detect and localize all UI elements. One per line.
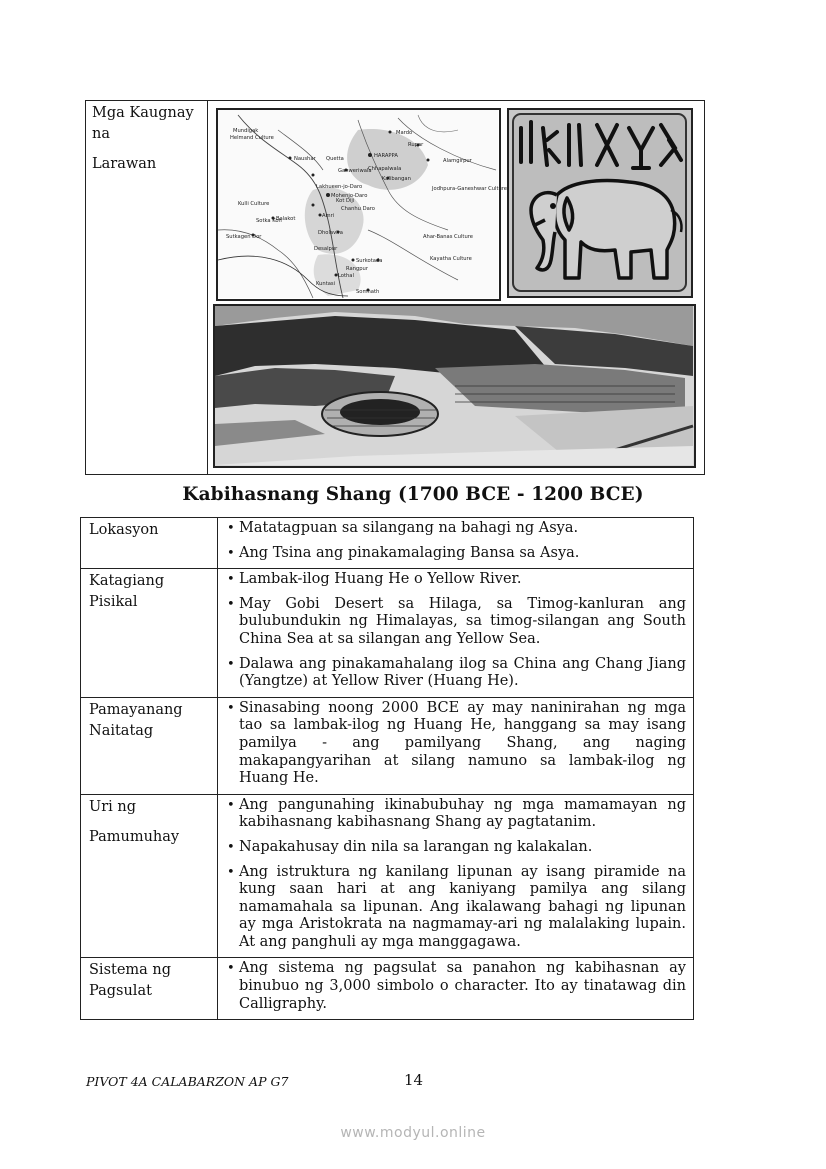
map-label: Mundigak <box>233 128 259 134</box>
row-content <box>218 518 694 569</box>
watermark-text: www.modyul.online <box>340 1125 486 1141</box>
ruins-drawing <box>215 306 693 465</box>
row-label <box>81 794 218 958</box>
page-number: 14 <box>404 1071 424 1089</box>
map-label: Kulli Culture <box>238 201 270 207</box>
map-label: Naushar <box>294 156 316 162</box>
table-row <box>81 958 694 1020</box>
map-label: Sutkagen Dor <box>226 234 262 240</box>
map-label: Balakot <box>276 216 296 222</box>
row-label <box>81 569 218 698</box>
map-label: Somnath <box>356 289 380 295</box>
shang-info-table <box>80 517 694 1020</box>
map-label: Amri <box>322 213 335 219</box>
row-content <box>218 569 694 698</box>
map-label: HARAPPA <box>374 153 398 159</box>
elephant-seal-drawing <box>509 110 690 295</box>
row-label <box>81 958 218 1020</box>
ruins-image <box>213 304 696 468</box>
map-label: Alamgirpur <box>443 158 472 164</box>
map-label: Lothal <box>338 273 354 279</box>
map-label: Kuntasi <box>316 281 336 287</box>
map-drawing <box>218 110 507 298</box>
map-label: Quetta <box>326 156 344 162</box>
list-item: • Ang sistema ng pagsulat sa panahon ng kabihasnan ay binubuo ng 3,000 simbolo o character. Ito ay tinatawag din Calligraphy. <box>224 960 686 1013</box>
label-line: na <box>92 126 110 142</box>
map-label: Ahar-Banas Culture <box>423 234 473 240</box>
map-label: Sotka Koh <box>256 218 282 224</box>
table-row <box>81 569 694 698</box>
row-label-text: Katagiang Pisikal <box>89 573 165 611</box>
map-label: Kalibangan <box>382 176 411 182</box>
map-label: Lakhueen-jo-Daro <box>316 184 363 190</box>
row-label <box>81 518 218 569</box>
row-content <box>218 958 694 1020</box>
related-images-table <box>85 100 705 475</box>
row-label-text: Lokasyon <box>89 522 159 538</box>
map-label: Kayatha Culture <box>430 256 472 262</box>
map-label: Dholavira <box>318 230 343 236</box>
map-label: Mohenjo-Daro <box>331 193 368 199</box>
list-item: • Matatagpuan sa silangang na bahagi ng Asya. <box>224 520 686 538</box>
table-row <box>81 794 694 958</box>
table-row <box>81 697 694 794</box>
map-label: Jodhpura-Ganeshwar Culture <box>432 186 507 192</box>
row-label-text: Pamumuhay <box>89 828 180 845</box>
elephant-seal-image <box>507 108 693 298</box>
map-label: Helmand Culture <box>230 135 274 141</box>
map-label: Rangpur <box>346 266 368 272</box>
map-label: Desalpur <box>314 246 338 252</box>
map-label: Surkotada <box>356 258 383 264</box>
list-item: • Dalawa ang pinakamahalang ilog sa China ang Chang Jiang (Yangtze) at Yellow River (Huang He). <box>224 656 686 691</box>
label-line: Mga Kaugnay <box>92 105 194 121</box>
map-label: Chhapalwala <box>368 166 402 172</box>
list-item: • May Gobi Desert sa Hilaga, sa Timog-kanluran ang bulubundukin ng Himalayas, sa timog-silangan ang South China Sea at sa silangan ang Yellow Sea. <box>224 596 686 649</box>
map-label: Chanhu Daro <box>341 206 375 212</box>
row-label-text: Sistema ng <box>89 962 172 979</box>
list-item: • Sinasabing noong 2000 BCE ay may naninirahan ng mga tao sa lambak-ilog ng Huang He, hanggang sa may isang pamilya - ang pamilyang Shang, ang naging makapangyarihan at silang namuno sa lambak-ilog ng Huang He. <box>224 700 686 788</box>
table-row <box>81 518 694 569</box>
list-item: • Lambak-ilog Huang He o Yellow River. <box>224 571 686 589</box>
map-label: Rupar <box>408 142 424 148</box>
row-label-text: Pagsulat <box>89 983 152 1000</box>
indus-map-image <box>216 108 507 301</box>
section-title: Kabihasnang Shang (1700 BCE - 1200 BCE) <box>182 484 644 505</box>
map-label: Ganweriwala <box>338 168 372 174</box>
footer-title: PIVOT 4A CALABARZON AP G7 <box>86 1074 289 1089</box>
list-item: • Napakahusay din nila sa larangan ng kalakalan. <box>224 839 686 857</box>
map-label: Mardo <box>396 130 413 136</box>
list-item: • Ang Tsina ang pinakamalaging Bansa sa Asya. <box>224 545 686 563</box>
map-label: Kot Diji <box>336 198 355 204</box>
list-item: • Ang istruktura ng kanilang lipunan ay isang piramide na kung saan hari at ang kaniyang pamilya ang silang namamahala sa lipunan. Ang ikalawang bahagi ng lipunan ay mga Aristokrata na nagmamay-ari ng malalaking lupain. At ang panghuli ay mga manggagawa. <box>224 864 686 952</box>
label-line: Larawan <box>92 156 157 172</box>
list-item: • Ang pangunahing ikinabubuhay ng mga mamamayan ng kabihasnang kabihasnang Shang ay pagtatanim. <box>224 797 686 832</box>
row-label-text: Pamayanang Naitatag <box>89 701 183 739</box>
row-content <box>218 697 694 794</box>
row-content <box>218 794 694 958</box>
row-label <box>81 697 218 794</box>
row-label-text: Uri ng <box>89 798 137 815</box>
related-images-label <box>86 101 208 474</box>
